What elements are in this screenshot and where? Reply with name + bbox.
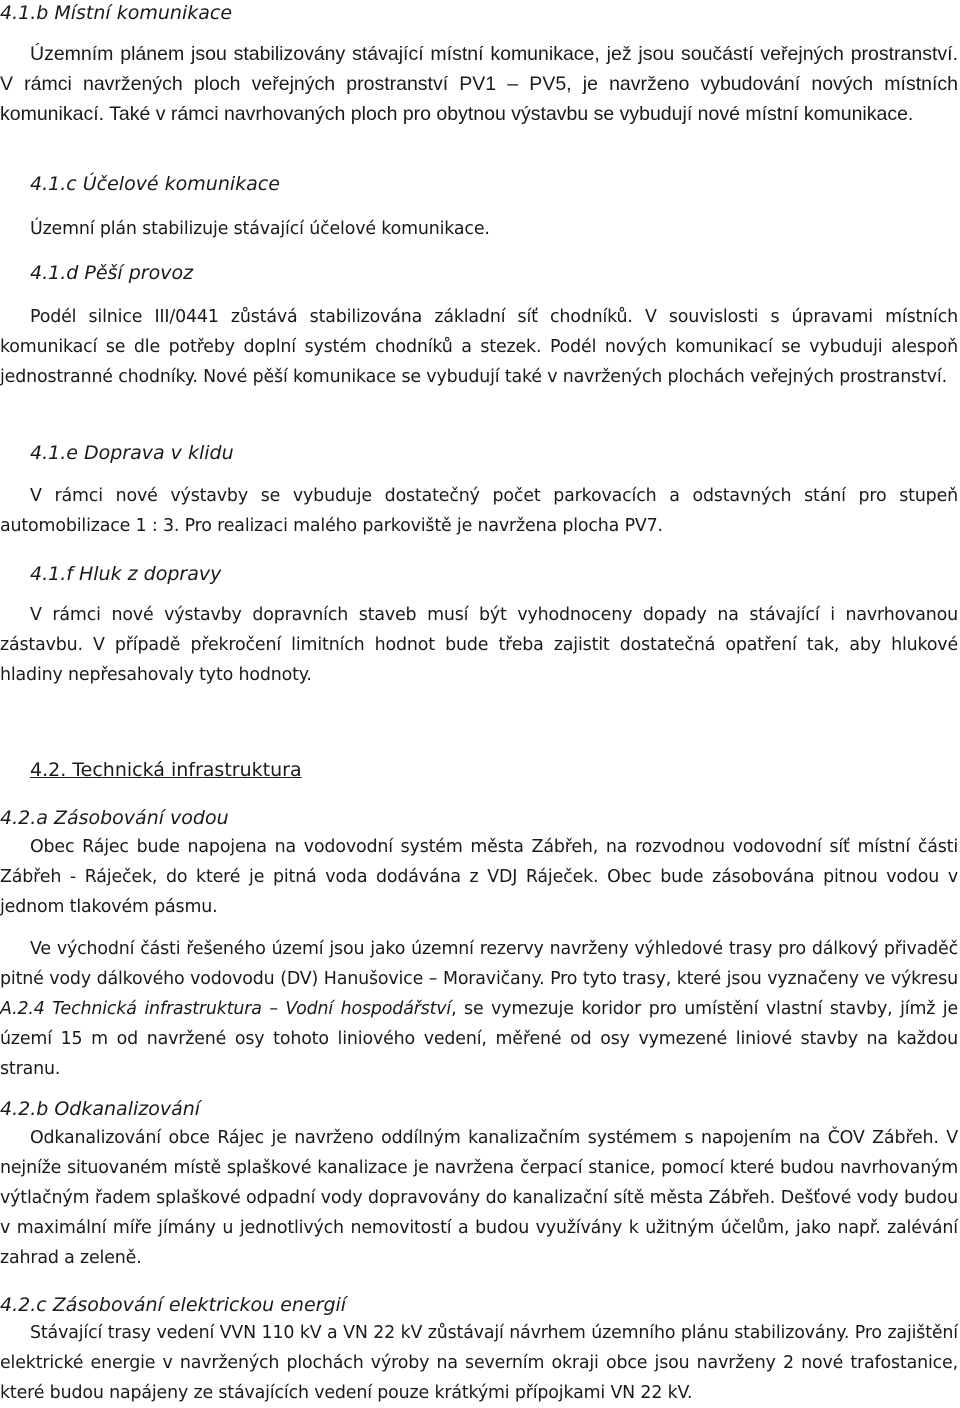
paragraph-4-2-a-1: Obec Rájec bude napojena na vodovodní systém města Zábřeh, na rozvodnou vodovodní síť místní části Zábřeh - Ráječek, do které je pitná voda dodávána z VDJ Ráječek. Obec bude zásobována pitnou vodou v jednom tlakovém pásmu. <box>0 837 958 917</box>
heading-4-2-b: 4.2.b Odkanalizování <box>0 1098 201 1120</box>
paragraph-4-2-c: Stávající trasy vedení VVN 110 kV a VN 22 kV zůstávají návrhem územního plánu stabilizovány. Pro zajištění elektrické energie v navržených plochách výroby na severním okraji obce jsou navrženy 2 nové trafostanice, které budou napájeny ze stávajících vedení pouze krátkými přípojkami VN 22 kV. <box>0 1323 958 1403</box>
paragraph-4-2-a-2 <box>0 934 958 1084</box>
paragraph-4-1-e: V rámci nové výstavby se vybuduje dostatečný počet parkovacích a odstavných stání pro stupeň automobilizace 1 : 3. Pro realizaci malého parkoviště je navržena plocha PV7. <box>0 486 958 536</box>
heading-4-2-c: 4.2.c Zásobování elektrickou energií <box>0 1294 347 1316</box>
paragraph-4-1-f: V rámci nové výstavby dopravních staveb musí být vyhodnoceny dopady na stávající i navrhovanou zástavbu. V případě překročení limitních hodnot bude třeba zajistit dostatečná opatření tak, aby hlukové hladiny nepřesahovaly tyto hodnoty. <box>0 605 958 685</box>
paragraph-4-1-d: Podél silnice III/0441 zůstává stabilizována základní síť chodníků. V souvislosti s úpravami místních komunikací se dle potřeby doplní systém chodníků a stezek. Podél nových komunikací se vybuduji alespoň jednostranné chodníky. Nové pěší komunikace se vybudují také v navržených plochách veřejných prostranství. <box>0 307 958 387</box>
drawing-reference: A.2.4 Technická infrastruktura – Vodní hospodářství <box>0 999 452 1019</box>
heading-4-1-c: 4.1.c Účelové komunikace <box>30 173 280 195</box>
paragraph-4-1-c: Územní plán stabilizuje stávající účelové komunikace. <box>30 219 490 239</box>
heading-4-1-b: 4.1.b Místní komunikace <box>0 2 233 24</box>
paragraph-4-2-b: Odkanalizování obce Rájec je navrženo oddílným kanalizačním systémem s napojením na ČOV Zábřeh. V nejníže situovaném místě splaškové kanalizace je navržena čerpací stanice, pomocí které budou navrhovaným výtlačným řadem splaškové odpadní vody dopravovány do kanalizační sítě města Zábřeh. Dešťové vody budou v maximální míře jímány u jednotlivých nemovitostí a budou využívány k užitným účelům, jako např. zalévání zahrad a zeleně. <box>0 1128 958 1268</box>
paragraph-4-2-a-2-start: Ve východní části řešeného území jsou jako územní rezervy navrženy výhledové trasy pro dálkový přivaděč pitné vody dálkového vodovodu (DV) Hanušovice – Moravičany. Pro tyto trasy, které jsou vyznačeny ve výkresu <box>0 939 958 989</box>
heading-4-1-e: 4.1.e Doprava v klidu <box>30 442 234 464</box>
paragraph-4-1-b: Územním plánem jsou stabilizovány stávající místní komunikace, jež jsou součástí veřejných prostranství. V rámci navržených ploch veřejných prostranství PV1 – PV5, je navrženo vybudování nových místních komunikací. Také v rámci navrhovaných ploch pro obytnou výstavbu se vybudují nové místní komunikace. <box>0 43 958 125</box>
heading-4-1-d: 4.1.d Pěší provoz <box>30 262 194 284</box>
heading-4-2: 4.2. Technická infrastruktura <box>30 759 302 781</box>
heading-4-2-a: 4.2.a Zásobování vodou <box>0 807 229 829</box>
paragraph-4-2-a-2-end: , se vymezuje koridor pro umístění vlastní stavby, jímž je území 15 m od navržené osy tohoto liniového vedení, měřené od osy vymezené liniové stavby na každou stranu. <box>0 999 959 1079</box>
heading-4-1-f: 4.1.f Hluk z dopravy <box>30 563 222 585</box>
